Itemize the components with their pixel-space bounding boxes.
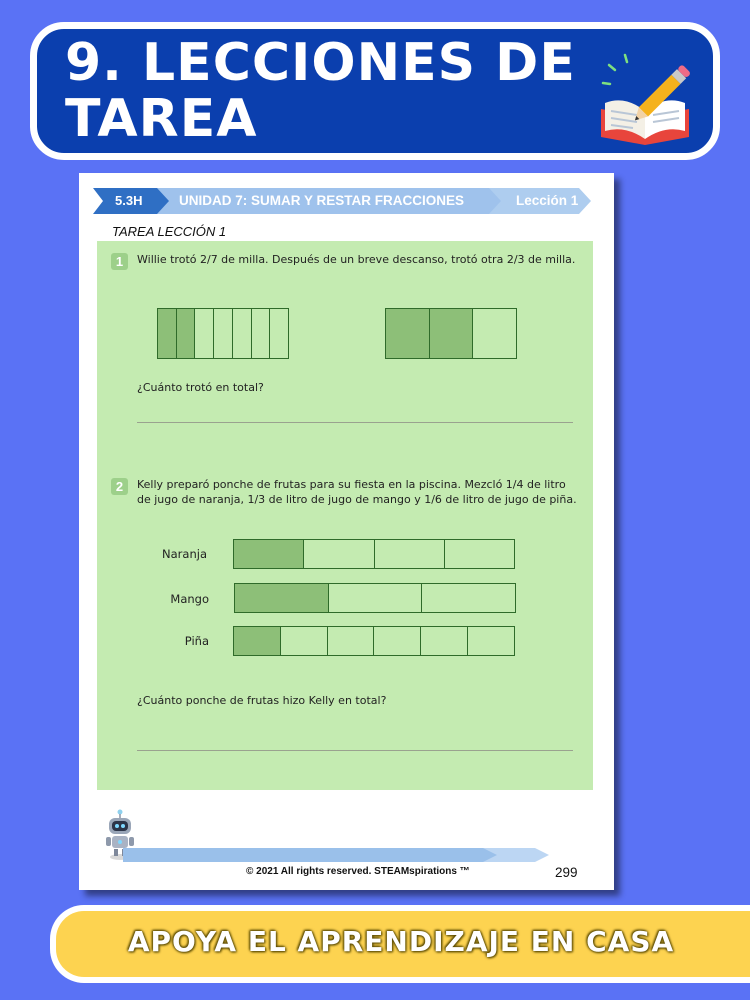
banner-title: 9. LECCIONES DE TAREA [65,33,576,149]
worksheet-page [79,173,614,890]
problem-2-number: 2 [111,478,128,495]
standard-code: 5.3H [115,193,143,208]
sevenths-segment [195,309,214,358]
problem-2-question: ¿Cuánto ponche de frutas hizo Kelly en total? [137,694,387,707]
pina-segment [374,627,421,655]
pina-segment [468,627,514,655]
sevenths-segment [233,309,252,358]
book-pencil-icon [595,51,695,147]
naranja-segment [304,540,374,568]
bar-label-mango: Mango [170,592,209,606]
naranja-segment [445,540,514,568]
support-banner-text: APOYA EL APRENDIZAJE EN CASA [127,925,675,958]
problem-2-text: Kelly preparó ponche de frutas para su fiesta en la piscina. Mezcló 1/4 de litro de jugo de naranja, 1/3 de litro de jugo de mango y 1/6 de litro de jugo de piña. [137,478,577,506]
fraction-bar-naranja [233,539,515,569]
pina-segment [234,627,281,655]
pina-segment [281,627,328,655]
footer-bar [123,848,549,862]
title-banner [30,22,720,160]
bar-label-naranja: Naranja [162,547,207,561]
pina-segment [421,627,468,655]
problem-1-question: ¿Cuánto trotó en total? [137,381,264,394]
mango-segment [422,584,515,612]
problem-1-text: Willie trotó 2/7 de milla. Después de un breve descanso, trotó otra 2/3 de milla. [137,253,576,266]
bar-label-pina: Piña [184,634,209,648]
naranja-segment [375,540,445,568]
fraction-bar-mango [234,583,516,613]
problem-1-number: 1 [111,253,128,270]
copyright-text: © 2021 All rights reserved. STEAMspirations ™ [246,866,470,877]
answer-line-2[interactable] [137,750,573,751]
lesson-header [93,188,591,214]
thirds-segment [386,309,430,358]
lesson-label: Lección 1 [516,193,579,208]
page-number: 299 [555,865,578,880]
sevenths-segment [270,309,288,358]
thirds-segment [473,309,516,358]
exercise-panel [97,241,593,790]
naranja-segment [234,540,304,568]
fraction-bar-pina [233,626,515,656]
thirds-segment [430,309,474,358]
mango-segment [235,584,329,612]
mango-segment [329,584,423,612]
sevenths-segment [177,309,196,358]
fraction-bar-sevenths [157,308,289,359]
pina-segment [328,627,375,655]
fraction-bar-thirds [385,308,517,359]
support-banner [50,905,750,983]
sevenths-segment [252,309,271,358]
sevenths-segment [158,309,177,358]
sevenths-segment [214,309,233,358]
unit-title: UNIDAD 7: SUMAR Y RESTAR FRACCIONES [179,193,465,208]
answer-line-1[interactable] [137,422,573,423]
section-title: TAREA LECCIÓN 1 [112,224,227,239]
